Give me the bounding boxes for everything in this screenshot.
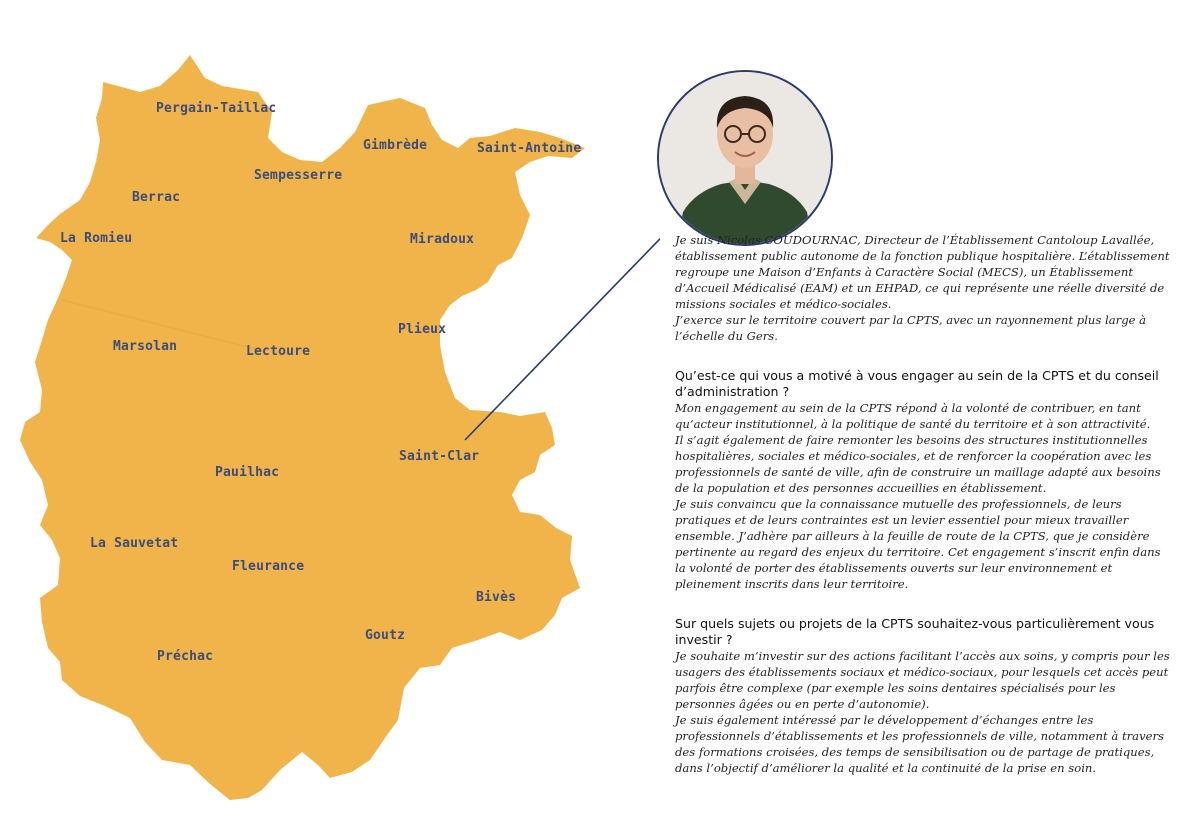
town-label-pauilhac: Pauilhac xyxy=(215,465,280,480)
portrait-photo xyxy=(657,70,833,246)
town-label-pergain-taillac: Pergain-Taillac xyxy=(156,101,277,116)
answer-line: Je suis convaincu que la connaissance mutuelle des professionnels, de leurs pratiques et de leurs contraintes est un levier essentiel pour mieux travailler ensemble. J’adhère par ailleurs à la feuille de route de la CPTS, que je considère pertinente au regard des enjeux du territoire. Cet engagement s’inscrit enfin dans la volonté de porter des établissements ouverts sur leur environnement et pleinement inscrits dans leur territoire. xyxy=(675,497,1161,591)
town-label-fleurance: Fleurance xyxy=(232,559,305,574)
town-label-goutz: Goutz xyxy=(365,628,406,643)
question-heading: Sur quels sujets ou projets de la CPTS souhaitez-vous particulièrement vous investir ? xyxy=(675,616,1155,647)
territory-shape xyxy=(20,55,585,800)
town-label-sempesserre: Sempesserre xyxy=(254,168,343,183)
answer-paragraph xyxy=(675,648,1170,776)
answer-paragraph xyxy=(675,400,1170,592)
town-label-la-romieu: La Romieu xyxy=(60,231,133,246)
answer-line: Je souhaite m’investir sur des actions facilitant l’accès aux soins, y compris pour les usagers des établissements sociaux et médico-sociaux, pour lesquels cet accès peut parfois être complexe (par exemple les soins dentaires spécialisés pour les personnes âgées ou en perte d’autonomie). xyxy=(675,649,1170,711)
town-label-plieux: Plieux xyxy=(398,322,447,337)
town-label-la-sauvetat: La Sauvetat xyxy=(90,536,179,551)
interview-text xyxy=(675,232,1170,776)
town-label-marsolan: Marsolan xyxy=(113,339,178,354)
town-label-berrac: Berrac xyxy=(132,190,181,205)
question-heading: Qu’est-ce qui vous a motivé à vous engager au sein de la CPTS et du conseil d’administration ? xyxy=(675,368,1159,399)
answer-line: Mon engagement au sein de la CPTS répond à la volonté de contribuer, en tant qu’acteur institutionnel, à la politique de santé du territoire et à son attractivité. xyxy=(675,401,1151,431)
intro-line: Je suis Nicolas COUDOURNAC, Directeur de l’Établissement Cantoloup Lavallée, établissement public autonome de la fonction publique hospitalière. L’établissement regroupe une Maison d’Enfants à Caractère Social (MECS), un Établissement d’Accueil Médicalisé (EAM) et un EHPAD, ce qui représente une réelle diversité de missions sociales et médico-sociales. xyxy=(675,233,1170,311)
answer-line: Il s’agit également de faire remonter les besoins des structures institutionnelles hospitalières, sociales et médico-sociales, et de renforcer la coopération avec les professionnels de santé de ville, afin de construire un maillage adapté aux besoins de la population et des personnes accueillies en établissement. xyxy=(675,433,1161,495)
town-label-gimbrede: Gimbrède xyxy=(363,138,428,153)
town-label-saint-antoine: Saint-Antoine xyxy=(477,141,582,156)
answer-line: Je suis également intéressé par le développement d’échanges entre les professionnels d’établissements et les professionnels de ville, notamment à travers des formations croisées, des temps de sensibilisation ou de partage de pratiques, dans l’objectif d’améliorer la qualité et la continuité de la prise en soin. xyxy=(675,713,1164,775)
intro-paragraph xyxy=(675,232,1170,344)
person-portrait-icon xyxy=(659,72,831,244)
town-label-miradoux: Miradoux xyxy=(410,232,475,247)
town-label-bives: Bivès xyxy=(476,590,517,605)
town-label-saint-clar: Saint-Clar xyxy=(399,449,480,464)
intro-line: J’exerce sur le territoire couvert par la CPTS, avec un rayonnement plus large à l’échelle du Gers. xyxy=(675,313,1147,343)
town-label-prechac: Préchac xyxy=(157,649,214,664)
town-label-lectoure: Lectoure xyxy=(246,344,311,359)
